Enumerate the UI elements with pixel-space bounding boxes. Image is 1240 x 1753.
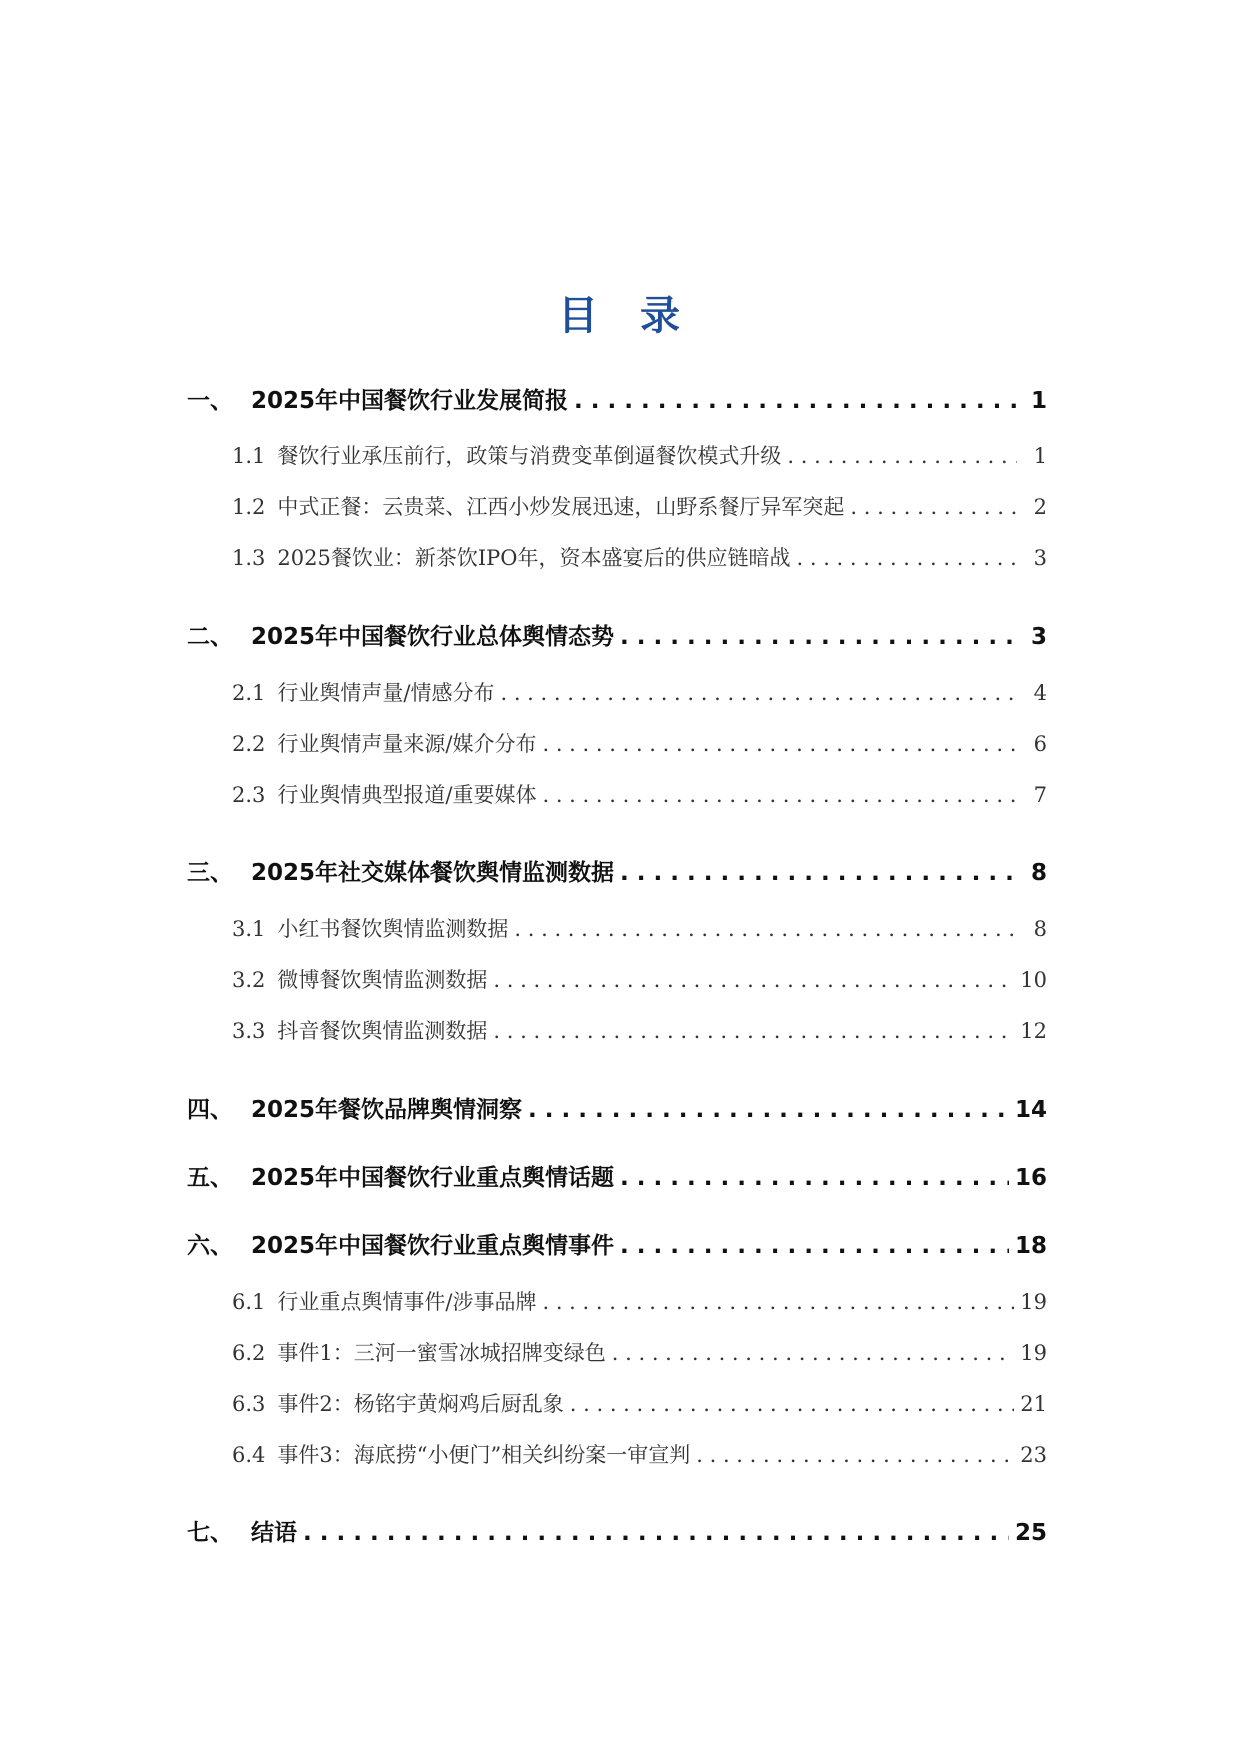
toc-dot-leader xyxy=(620,1161,1009,1195)
toc-entry-number: 2.1 xyxy=(232,681,266,705)
toc-dot-leader xyxy=(542,779,1017,811)
toc-entry-subsection-3-1[interactable] xyxy=(232,913,1047,945)
toc-entry-page: 8 xyxy=(1030,860,1047,886)
toc-entry-subsection-1-1[interactable] xyxy=(232,440,1047,472)
toc-entry-number: 五、 xyxy=(187,1165,233,1191)
toc-entry-label: 2025餐饮业：新茶饮IPO年，资本盛宴后的供应链暗战 xyxy=(277,546,791,570)
toc-entry-label: 行业舆情声量/情感分布 xyxy=(277,681,495,705)
toc-entry-label: 微博餐饮舆情监测数据 xyxy=(277,968,488,992)
toc-entry-number: 四、 xyxy=(187,1097,233,1123)
toc-entry-number: 2.3 xyxy=(232,783,266,807)
toc-entry-number: 6.2 xyxy=(232,1341,266,1365)
toc-entry-subsection-6-1[interactable] xyxy=(232,1286,1047,1318)
toc-dot-leader xyxy=(542,1286,1014,1318)
toc-entry-section-1[interactable] xyxy=(187,384,1047,418)
toc-entry-subsection-2-2[interactable] xyxy=(232,728,1047,760)
toc-entry-subsection-6-3[interactable] xyxy=(232,1388,1047,1420)
toc-entry-page: 8 xyxy=(1033,917,1047,941)
toc-entry-page: 14 xyxy=(1014,1097,1047,1123)
toc-dot-leader xyxy=(696,1439,1014,1471)
toc-entry-page: 25 xyxy=(1014,1520,1047,1546)
toc-entry-subsection-1-3[interactable] xyxy=(232,542,1047,574)
toc-entry-subsection-3-3[interactable] xyxy=(232,1015,1047,1047)
toc-entry-label: 抖音餐饮舆情监测数据 xyxy=(277,1019,488,1043)
toc-entry-label: 餐饮行业承压前行，政策与消费变革倒逼餐饮模式升级 xyxy=(277,444,782,468)
toc-entry-page: 10 xyxy=(1020,968,1047,992)
toc-entry-page: 19 xyxy=(1020,1290,1047,1314)
toc-entry-number: 1.3 xyxy=(232,546,266,570)
toc-entry-number: 6.4 xyxy=(232,1443,266,1467)
toc-heading-char-2: 录 xyxy=(640,293,682,339)
toc-entry-page: 3 xyxy=(1030,624,1047,650)
toc-entry-page: 21 xyxy=(1020,1392,1047,1416)
toc-entry-number: 6.3 xyxy=(232,1392,266,1416)
toc-dot-leader xyxy=(620,620,1017,654)
toc-entry-subsection-6-2[interactable] xyxy=(232,1337,1047,1369)
toc-entry-section-2[interactable] xyxy=(187,620,1047,654)
toc-entry-page: 6 xyxy=(1033,732,1047,756)
toc-entry-label: 小红书餐饮舆情监测数据 xyxy=(277,917,509,941)
toc-dot-leader xyxy=(500,677,1017,709)
toc-entry-section-6[interactable] xyxy=(187,1229,1047,1263)
toc-entry-subsection-2-3[interactable] xyxy=(232,779,1047,811)
toc-entry-number: 2.2 xyxy=(232,732,266,756)
toc-dot-leader xyxy=(514,913,1017,945)
toc-dot-leader xyxy=(570,1388,1014,1420)
toc-entry-number: 3.3 xyxy=(232,1019,266,1043)
toc-entry-label: 2025年中国餐饮行业总体舆情态势 xyxy=(251,624,615,650)
toc-entry-number: 一、 xyxy=(187,388,233,414)
toc-entry-number: 七、 xyxy=(187,1520,233,1546)
toc-entry-number: 6.1 xyxy=(232,1290,266,1314)
toc-entry-number: 3.1 xyxy=(232,917,266,941)
toc-entry-page: 4 xyxy=(1033,681,1047,705)
toc-entry-label: 结语 xyxy=(251,1520,297,1546)
toc-entry-label: 2025年中国餐饮行业重点舆情事件 xyxy=(251,1233,615,1259)
toc-entry-subsection-6-4[interactable] xyxy=(232,1439,1047,1471)
toc-entry-page: 23 xyxy=(1020,1443,1047,1467)
toc-entry-section-3[interactable] xyxy=(187,856,1047,890)
toc-dot-leader xyxy=(303,1516,1009,1550)
toc-entry-number: 六、 xyxy=(187,1233,233,1259)
toc-dot-leader xyxy=(787,440,1017,472)
toc-entry-number: 1.2 xyxy=(232,495,266,519)
toc-dot-leader xyxy=(574,384,1017,418)
toc-entry-page: 1 xyxy=(1033,444,1047,468)
toc-dot-leader xyxy=(620,1229,1009,1263)
toc-entry-label: 2025年中国餐饮行业重点舆情话题 xyxy=(251,1165,615,1191)
toc-entry-label: 中式正餐：云贵菜、江西小炒发展迅速，山野系餐厅异军突起 xyxy=(277,495,845,519)
toc-entry-label: 2025年中国餐饮行业发展简报 xyxy=(251,388,569,414)
toc-entry-page: 12 xyxy=(1020,1019,1047,1043)
toc-entry-label: 2025年餐饮品牌舆情洞察 xyxy=(251,1097,523,1123)
toc-entry-subsection-2-1[interactable] xyxy=(232,677,1047,709)
toc-entry-label: 2025年社交媒体餐饮舆情监测数据 xyxy=(251,860,615,886)
toc-entry-subsection-3-2[interactable] xyxy=(232,964,1047,996)
toc-entry-label: 事件2：杨铭宇黄焖鸡后厨乱象 xyxy=(277,1392,564,1416)
toc-dot-leader xyxy=(493,1015,1014,1047)
toc-entry-page: 19 xyxy=(1020,1341,1047,1365)
toc-entry-section-4[interactable] xyxy=(187,1093,1047,1127)
toc-entry-number: 1.1 xyxy=(232,444,266,468)
toc-entry-page: 2 xyxy=(1033,495,1047,519)
toc-entry-page: 7 xyxy=(1033,783,1047,807)
toc-entry-page: 1 xyxy=(1030,388,1047,414)
toc-dot-leader xyxy=(542,728,1017,760)
toc-entry-number: 二、 xyxy=(187,624,233,650)
toc-dot-leader xyxy=(620,856,1017,890)
toc-entry-section-5[interactable] xyxy=(187,1161,1047,1195)
toc-entry-section-7[interactable] xyxy=(187,1516,1047,1550)
toc-dot-leader xyxy=(612,1337,1014,1369)
toc-entry-subsection-1-2[interactable] xyxy=(232,491,1047,523)
toc-dot-leader xyxy=(850,491,1017,523)
toc-heading xyxy=(0,292,1240,340)
toc-entry-number: 3.2 xyxy=(232,968,266,992)
toc-entry-page: 16 xyxy=(1014,1165,1047,1191)
toc-entry-label: 事件3：海底捞“小便门”相关纠纷案一审宣判 xyxy=(277,1443,691,1467)
toc-dot-leader xyxy=(797,542,1018,574)
toc-entry-number: 三、 xyxy=(187,860,233,886)
toc-entry-page: 18 xyxy=(1014,1233,1047,1259)
toc-dot-leader xyxy=(528,1093,1009,1127)
toc-entry-label: 行业舆情典型报道/重要媒体 xyxy=(277,783,537,807)
toc-entry-label: 行业重点舆情事件/涉事品牌 xyxy=(277,1290,537,1314)
toc-dot-leader xyxy=(493,964,1014,996)
toc-heading-char-1: 目 xyxy=(558,293,600,339)
toc-entry-label: 事件1：三河一蜜雪冰城招牌变绿色 xyxy=(277,1341,606,1365)
toc-entry-label: 行业舆情声量来源/媒介分布 xyxy=(277,732,537,756)
toc-entry-page: 3 xyxy=(1033,546,1047,570)
